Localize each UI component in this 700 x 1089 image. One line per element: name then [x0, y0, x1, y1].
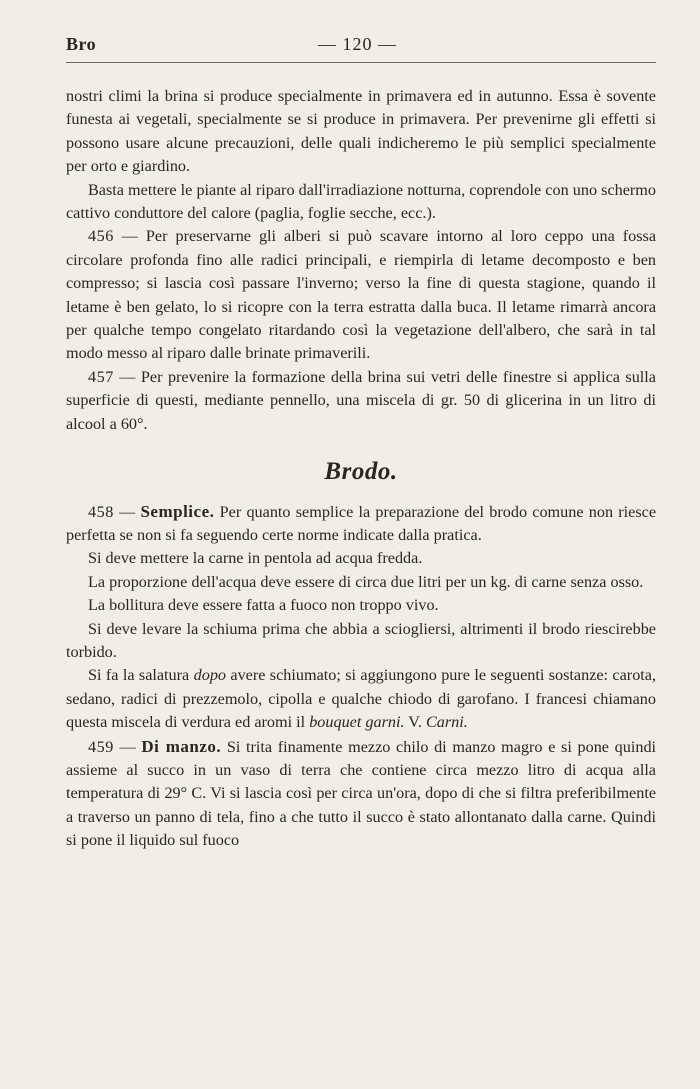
- header-rule: [66, 62, 656, 63]
- paragraph-bollitura: La bollitura deve essere fatta a fuoco non troppo vivo.: [88, 596, 439, 615]
- paragraph-text: Si trita finamente mezzo chilo di manzo magro e si pone quindi assieme al succo in un vaso di terra che contiene circa mezzo litro di acqua alla temperatura di 29° C. Vi si lascia così per circa un'ora, dopo di che si filtra preferibilmente a traverso un panno di tela, fino a che tutto il succo è stato allontanato dalla carne. Quindi si pone il liquido sul fuoco: [66, 737, 657, 850]
- item-number: 459: [88, 737, 114, 756]
- running-head: Bro: [66, 34, 97, 54]
- paragraph-457: [66, 366, 656, 436]
- italic-carni-reference: Carni.: [425, 713, 468, 732]
- paragraph-text: Per quanto semplice la preparazione del brodo comune non riesce perfetta se non si fa seguendo certe norme indicate dalla pratica.: [66, 502, 657, 544]
- paragraph-text: — Per preservarne gli alberi si può scavare intorno al loro ceppo una fossa circolare profonda fino alle radici principali, e riempirla di letame decomposto e ben compresso; si lascia così passare l'inverno; verso la fine di questa stagione, quando il letame è ben gelato, lo si ricopre con la terra estratta dalla buca. Il letame rimarrà ancora per qualche tempo congelato ritardando così la vegetazione dell'albero, che sarà in tal modo messo al riparo dalle brinate primaverili.: [66, 227, 657, 363]
- paragraph-acqua-fredda: Si deve mettere la carne in pentola ad acqua fredda.: [88, 549, 423, 568]
- text-segment: Si fa la salatura: [88, 666, 190, 685]
- paragraph-proporzione: La proporzione dell'acqua deve essere di circa due litri per un kg. di carne senza osso.: [88, 572, 644, 591]
- paragraph-brina-intro: nostri climi la brina si produce specialmente in primavera ed in autunno. Essa è sovente funesta ai vegetali, specialmente se si produce in primavera. Per prevenirne gli effetti si possono usare alcune precauzioni, delle quali indicheremo le più semplici specialmente per orto e giardino.: [66, 87, 656, 176]
- paragraph-458: [66, 500, 656, 548]
- page-number: — 120 —: [318, 34, 397, 54]
- paragraph-brina-schermo: Basta mettere le piante al riparo dall'irradiazione notturna, coprendole con uno schermo cattivo conduttore del calore (paglia, foglie secche, ecc.).: [66, 180, 656, 223]
- item-number: 458: [88, 502, 114, 521]
- paragraph-text: — Per prevenire la formazione della brina sui vetri delle finestre si applica sulla superficie di questi, mediante pennello, una miscela di gr. 50 di glicerina in un litro di alcool a 60°.: [66, 367, 656, 433]
- page-body: [66, 85, 656, 853]
- paragraph-schiuma: Si deve levare la schiuma prima che abbia a sciogliersi, altrimenti il brodo riescirebbe torbido.: [66, 619, 656, 661]
- text-segment: V.: [408, 713, 422, 732]
- paragraph-456: [66, 225, 656, 365]
- item-number: 456: [88, 227, 114, 246]
- item-dash: —: [119, 502, 136, 521]
- italic-dopo: dopo: [193, 666, 226, 685]
- recipe-heading: Semplice.: [140, 501, 215, 521]
- paragraph-salatura: [66, 664, 656, 734]
- page-header: [66, 34, 656, 58]
- item-dash: —: [119, 737, 136, 756]
- recipe-heading: Di manzo.: [141, 736, 222, 756]
- item-number: 457: [88, 367, 114, 386]
- paragraph-459: [66, 735, 656, 853]
- section-title: Brodo.: [324, 458, 398, 486]
- italic-bouquet: bouquet garni.: [309, 713, 405, 732]
- text-segment: avere schiumato; si aggiungono pure le seguenti sostanze: carota, sedano, radici di prezzemolo, cipolla e qualche chiodo di garofano. I francesi chiamano questa miscela di verdura ed aromi il: [66, 666, 657, 732]
